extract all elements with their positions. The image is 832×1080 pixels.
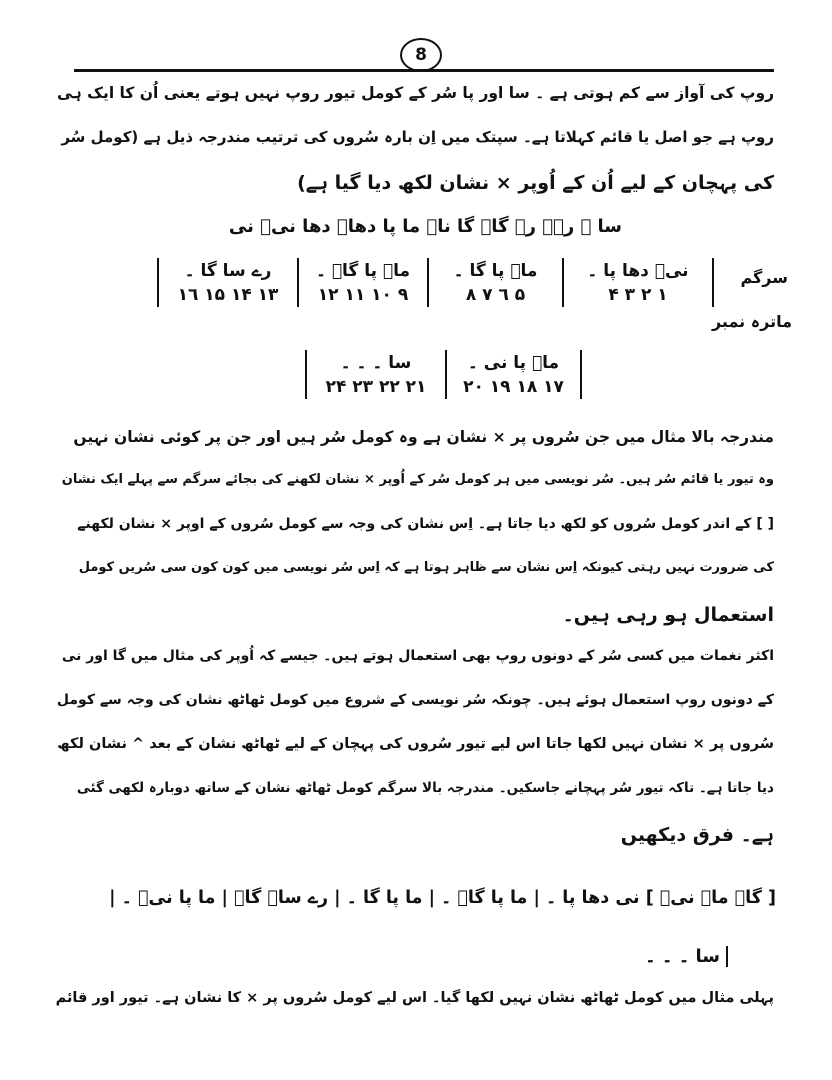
bottom-notation-row-1: [ گاؔ ماؔ نیؔ ] نی دھا پا ۔ | ما پا گاؔ ۔ | ما پا گا ۔ | رے ساؔ گاؔ | ما پا نیؔ ۔ | <box>109 888 776 908</box>
para1-line-2: روپ ہے جو اصل یا قائم کہلاتا ہے۔ سپتک میں اِن بارہ سُروں کی ترتیب مندرجہ ذیل ہے (کومل سُر <box>61 128 774 146</box>
sargam-row-2 <box>305 350 582 399</box>
row1-notes-group-2: ماؔ پا گا ۔ <box>428 258 563 283</box>
para2-line-1: مندرجہ بالا مثال میں جن سُروں پر × نشان ہے وہ کومل سُر ہیں اور جن پر کوئی نشان نہیں <box>73 428 774 446</box>
para2-line-4: کی ضرورت نہیں رہتی کیونکہ اِس نشان سے ظاہر ہوتا ہے کہ اِس سُر نویسی میں کون کون سی سُریں کومل <box>78 560 774 575</box>
para3-line-4: دیا جاتا ہے۔ تاکہ تیور سُر پہچانے جاسکیں۔ مندرجہ بالا سرگم کومل ٹھاٹھ نشان کے ساتھ دوبارہ لکھی گئی <box>76 780 774 796</box>
row1-numbers-group-4: ١٣ ١۴ ١۵ ١٦ <box>158 283 298 307</box>
sargam-label: سرگم <box>740 268 788 287</box>
scale-line: سا ۔ رےؔ رے گاؔ گا ناؔ ما پا دھاؔ دھا نیؔ نی <box>228 216 622 237</box>
sargam-row-1 <box>157 258 714 307</box>
row1-numbers-group-2: ۵ ٦ ٧ ٨ <box>428 283 563 307</box>
para2-line-3: [ ] کے اندر کومل سُروں کو لکھ دیا جاتا ہے۔ اِس نشان کی وجہ سے کومل سُروں کے اوپر × نشان لکھنے <box>77 516 774 532</box>
row1-numbers-group-3: ٩ ١٠ ١١ ١٢ <box>298 283 428 307</box>
row2-notes-group-1: ماؔ پا نی ۔ <box>446 350 581 375</box>
row2-numbers-group-2: ٢١ ٢٢ ٢٣ ٢۴ <box>306 375 446 399</box>
para3-line-1: اکثر نغمات میں کسی سُر کے دونوں روپ بھی استعمال ہوتے ہیں۔ جیسے کہ اُوپر کی مثال میں گا اور نی <box>61 648 774 664</box>
row1-notes-group-1: نیؔ دھا پا ۔ <box>563 258 713 283</box>
row1-notes-group-3: ماؔ پا گاؔ ۔ <box>298 258 428 283</box>
para1-line-1: روپ کی آواز سے کم ہوتی ہے ۔ سا اور پا سُر کے کومل تیور روپ نہیں ہوتے یعنی اُن کا ایک ہی <box>56 84 774 102</box>
matra-label: ماترہ نمبر <box>711 312 792 331</box>
bottom-notation-row-2: سا ۔ ۔ ۔ <box>590 946 728 967</box>
para1-line-3: کی پہچان کے لیے اُن کے اُوپر × نشان لکھ دیا گیا ہے) <box>297 172 774 194</box>
row2-numbers-group-1: ١٧ ١٨ ١٩ ٢٠ <box>446 375 581 399</box>
para2-line-2: وہ تیور یا قائم سُر ہیں۔ سُر نویسی میں ہر کومل سُر کے اُوپر × نشان لکھنے کی بجائے سرگم سے پہلے ایک نشان <box>61 472 774 487</box>
row2-notes-group-2: سا ۔ ۔ ۔ <box>306 350 446 375</box>
header-rule <box>74 69 774 72</box>
row1-notes-group-4: رے سا گا ۔ <box>158 258 298 283</box>
para3-line-5: ہے۔ فرق دیکھیں <box>620 824 774 846</box>
page-number: 8 <box>400 38 442 72</box>
last-line: پہلی مثال میں کومل ٹھاٹھ نشان نہیں لکھا گیا۔ اس لیے کومل سُروں پر × کا نشان ہے۔ تیور اور قائم <box>55 990 774 1006</box>
row1-numbers-group-1: ١ ٢ ٣ ۴ <box>563 283 713 307</box>
para3-line-3: سُروں پر × نشان نہیں لکھا جاتا اس لیے تیور سُروں کی پہچان کے لیے ٹھاٹھ نشان کے بعد ^ نشان لکھ <box>57 736 774 752</box>
para3-line-2: کے دونوں روپ استعمال ہوئے ہیں۔ چونکہ سُر نویسی کے شروع میں کومل ٹھاٹھ نشان کی وجہ سے کومل <box>56 692 774 708</box>
para2-line-5: استعمال ہو رہی ہیں۔ <box>562 604 774 626</box>
